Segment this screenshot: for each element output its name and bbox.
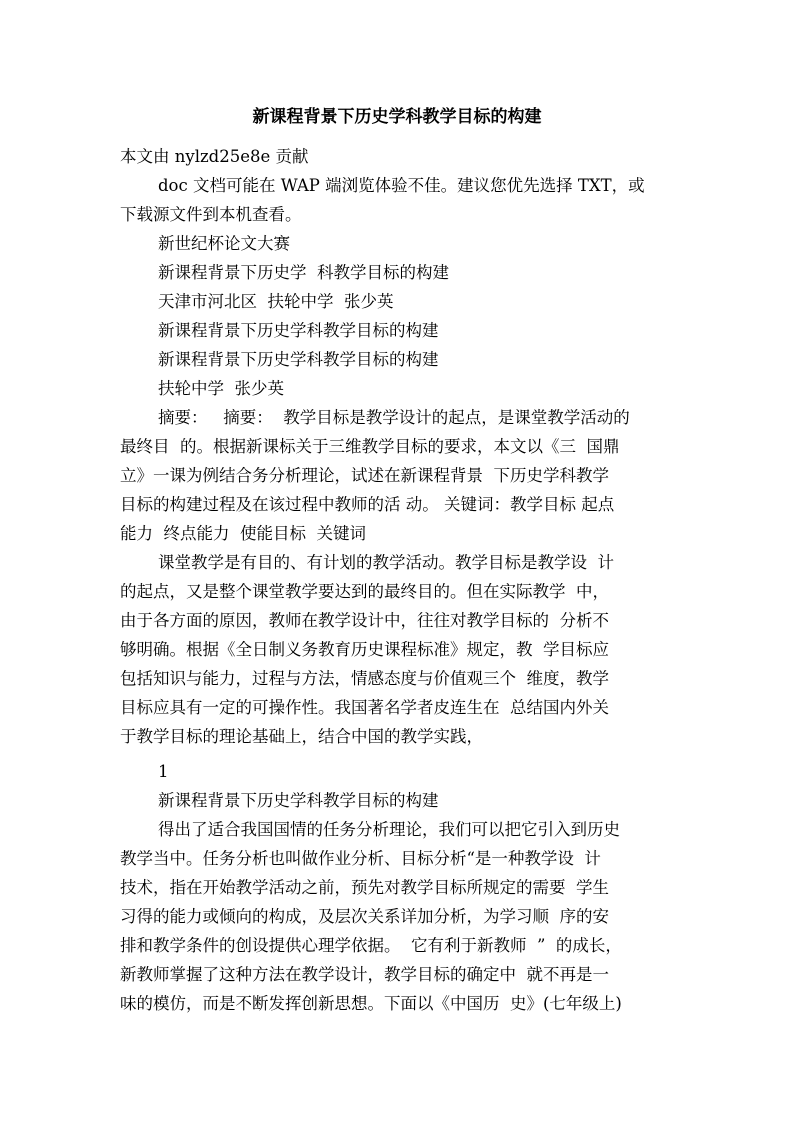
abstract-line: 能力 终点能力 使能目标 关键词: [120, 524, 366, 543]
abstract-line: 最终目 的。根据新课标关于三维教学目标的要求，本文以《三 国鼎: [120, 437, 620, 456]
body-line: 教学当中。任务分析也叫做作业分析、目标分析“是一种教学设 计: [120, 849, 601, 868]
paragraph-line: 天津市河北区 扶轮中学 张少英: [158, 292, 394, 311]
body-line: 味的模仿，而是不断发挥创新思想。下面以《中国历 史》(七年级上): [120, 994, 622, 1013]
paragraph-line: 新课程背景下历史学科教学目标的构建: [158, 321, 439, 340]
body-line: 课堂教学是有目的、有计划的教学活动。教学目标是教学设 计: [158, 553, 614, 572]
running-header: 新课程背景下历史学科教学目标的构建: [158, 791, 439, 810]
page-number: 1: [158, 762, 169, 781]
paragraph-line: 扶轮中学 张少英: [158, 379, 284, 398]
body-line: 新教师掌握了这种方法在教学设计，教学目标的确定中 就不再是一: [120, 965, 609, 984]
body-line: 的起点，又是整个课堂教学要达到的最终目的。但在实际教学 中，: [120, 582, 609, 601]
paragraph-line: 新课程背景下历史学科教学目标的构建: [158, 350, 439, 369]
body-line: 由于各方面的原因，教师在教学设计中，往往对教学目标的 分析不: [120, 611, 609, 630]
body-line: 于教学目标的理论基础上，结合中国的教学实践，: [120, 727, 483, 746]
body-line: 目标应具有一定的可操作性。我国著名学者皮连生在 总结国内外关: [120, 698, 609, 717]
paragraph-line: 下载源文件到本机查看。: [120, 205, 302, 224]
body-line: 得出了适合我国国情的任务分析理论，我们可以把它引入到历史: [158, 820, 620, 839]
body-line: 排和教学条件的创设提供心理学依据。 它有利于新教师 ” 的成长，: [120, 936, 622, 955]
body-line: 够明确。根据《全日制义务教育历史课程标准》规定，教 学目标应: [120, 640, 609, 659]
contributor-line: 本文由 nylzd25e8e 贡献: [120, 147, 309, 166]
paragraph-line: 新课程背景下历史学 科教学目标的构建: [158, 263, 449, 282]
abstract-line: 立》一课为例结合务分析理论，试述在新课程背景 下历史学科教学: [120, 466, 609, 485]
paragraph-line: doc 文档可能在 WAP 端浏览体验不佳。建议您优先选择 TXT，或: [158, 176, 645, 195]
document-title: 新课程背景下历史学科教学目标的构建: [252, 107, 542, 127]
abstract-line: 摘要： 摘要： 教学目标是教学设计的起点，是课堂教学活动的: [158, 408, 630, 427]
paragraph-line: 新世纪杯论文大赛: [158, 234, 290, 253]
abstract-line: 目标的构建过程及在该过程中教师的活 动。 关键词：教学目标 起点: [120, 495, 615, 514]
body-line: 技术，指在开始教学活动之前，预先对教学目标所规定的需要 学生: [120, 878, 609, 897]
body-line: 包括知识与能力，过程与方法，情感态度与价值观三个 维度，教学: [120, 669, 609, 688]
body-line: 习得的能力或倾向的构成，及层次关系详加分析，为学习顺 序的安: [120, 907, 609, 926]
